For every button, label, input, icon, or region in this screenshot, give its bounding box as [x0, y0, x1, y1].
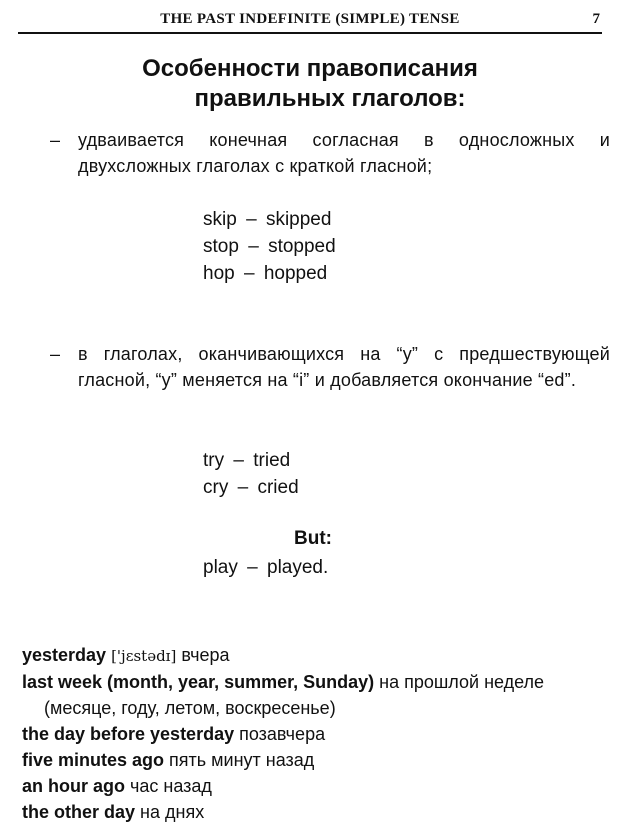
exception-label: But:	[294, 528, 332, 549]
vocab-item	[22, 642, 606, 669]
running-header	[18, 4, 602, 34]
example-base: skip	[203, 209, 237, 230]
vocab-translation: на днях	[140, 802, 205, 822]
rule-double-consonant	[50, 127, 610, 179]
vocab-transcription: ['jɛstədɪ]	[111, 647, 177, 665]
vocab-term: five minutes ago	[22, 750, 165, 770]
example-base: try	[203, 450, 225, 471]
example-separator: –	[246, 209, 257, 230]
example-past: cried	[257, 477, 299, 498]
example-pair	[203, 206, 336, 233]
example-pair	[203, 233, 336, 260]
examples-y-to-i	[203, 447, 299, 501]
vocab-translation: час назад	[130, 776, 212, 796]
vocab-term: the day before yesterday	[22, 724, 235, 744]
vocab-item	[22, 747, 606, 773]
example-base: hop	[203, 263, 235, 284]
vocab-term: the other day	[22, 802, 136, 822]
vocab-item	[22, 799, 606, 825]
page-number: 7	[592, 11, 600, 27]
section-title	[0, 54, 620, 114]
example-pair	[203, 474, 299, 501]
example-separator: –	[247, 557, 258, 578]
rule-text: в глаголах, оканчивающихся на “y” с предшествующей гласной, “y” меняется на “i” и добавляется окончание “ed”.	[78, 344, 610, 390]
example-separator: –	[237, 477, 249, 498]
rule-text: удваивается конечная согласная в односложных и двухсложных глаголах с краткой гласной;	[78, 130, 610, 176]
vocabulary-list	[22, 642, 606, 825]
vocab-term: last week (month, year, summer, Sunday)	[22, 672, 375, 692]
section-title-line1: Особенности правописания	[142, 55, 478, 82]
examples-double-consonant	[203, 206, 336, 287]
example-past: played.	[267, 557, 329, 578]
rule-dash: –	[50, 344, 61, 364]
example-past: hopped	[263, 263, 328, 284]
vocab-item	[22, 773, 606, 799]
example-separator: –	[243, 263, 255, 284]
example-base: stop	[203, 236, 239, 257]
vocab-translation: на прошлой неделе (месяце, году, летом, воскресенье)	[44, 672, 545, 718]
vocab-term: an hour ago	[22, 776, 125, 796]
vocab-term: yesterday	[22, 645, 107, 665]
vocab-item	[22, 669, 606, 721]
example-separator: –	[233, 450, 244, 471]
examples-exception	[203, 554, 328, 581]
vocab-item	[22, 721, 606, 747]
vocab-translation: позавчера	[239, 724, 326, 744]
example-pair	[203, 554, 328, 581]
example-base: play	[203, 557, 238, 578]
rule-dash: –	[50, 130, 61, 150]
rule-y-to-i	[50, 341, 610, 393]
vocab-translation: пять минут назад	[169, 750, 315, 770]
example-pair	[203, 447, 299, 474]
example-base: cry	[203, 477, 229, 498]
example-past: tried	[253, 450, 291, 471]
example-pair	[203, 260, 336, 287]
vocab-translation: вчера	[181, 645, 230, 665]
example-past: skipped	[265, 209, 332, 230]
example-separator: –	[248, 236, 259, 257]
section-title-line2: правильных глаголов:	[194, 85, 466, 112]
example-past: stopped	[268, 236, 336, 257]
header-title: THE PAST INDEFINITE (SIMPLE) TENSE	[160, 11, 460, 27]
